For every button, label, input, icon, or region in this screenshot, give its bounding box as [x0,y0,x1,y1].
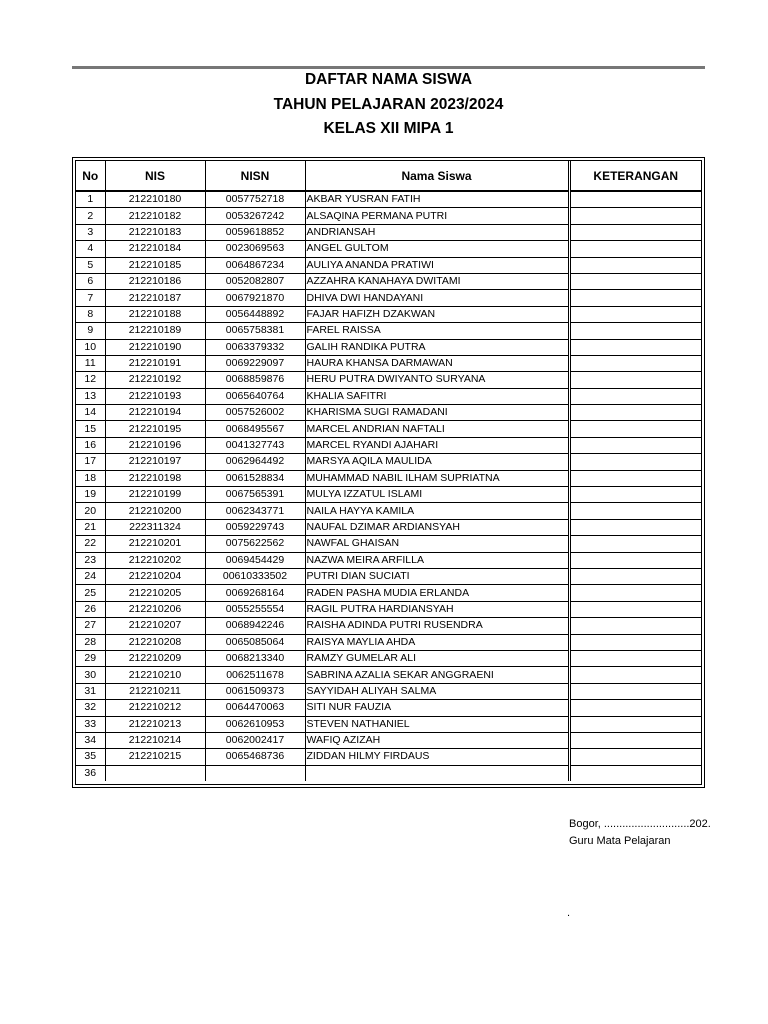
cell-nisn: 0053267242 [205,208,305,224]
cell-keterangan [569,683,701,699]
top-rule [72,66,705,69]
cell-nama: ANDRIANSAH [305,224,569,240]
cell-keterangan [569,536,701,552]
cell-keterangan [569,241,701,257]
cell-nama: NAWFAL GHAISAN [305,536,569,552]
cell-no: 16 [76,437,105,453]
table-row [76,552,701,568]
cell-no: 7 [76,290,105,306]
cell-nisn: 0062964492 [205,454,305,470]
cell-no: 33 [76,716,105,732]
cell-nis [105,765,205,781]
cell-no: 36 [76,765,105,781]
cell-nis: 212210210 [105,667,205,683]
cell-nama: FAJAR HAFIZH DZAKWAN [305,306,569,322]
table-row [76,585,701,601]
cell-keterangan [569,716,701,732]
cell-no: 30 [76,667,105,683]
cell-nis: 212210214 [105,732,205,748]
cell-nis: 212210208 [105,634,205,650]
table-body [76,191,701,781]
table-row [76,716,701,732]
cell-nis: 222311324 [105,519,205,535]
cell-no: 28 [76,634,105,650]
cell-nisn: 0065758381 [205,323,305,339]
cell-nisn: 0068942246 [205,618,305,634]
cell-nisn: 0059618852 [205,224,305,240]
cell-keterangan [569,667,701,683]
table-row [76,487,701,503]
cell-keterangan [569,618,701,634]
cell-nis: 212210182 [105,208,205,224]
cell-no: 3 [76,224,105,240]
cell-nisn: 0061509373 [205,683,305,699]
cell-no: 2 [76,208,105,224]
cell-nis: 212210189 [105,323,205,339]
student-table-inner [75,160,702,785]
cell-nis: 212210197 [105,454,205,470]
cell-keterangan [569,421,701,437]
table-row [76,421,701,437]
cell-nama: FAREL RAISSA [305,323,569,339]
cell-nama: MULYA IZZATUL ISLAMI [305,487,569,503]
cell-keterangan [569,519,701,535]
signature-placeholder: . [567,907,571,919]
cell-keterangan [569,306,701,322]
table-row [76,732,701,748]
cell-nama: ANGEL GULTOM [305,241,569,257]
cell-no: 1 [76,191,105,208]
cell-keterangan [569,339,701,355]
table-row [76,503,701,519]
cell-keterangan [569,257,701,273]
table-row [76,519,701,535]
table-row [76,191,701,208]
cell-nis: 212210211 [105,683,205,699]
cell-no: 35 [76,749,105,765]
cell-keterangan [569,208,701,224]
cell-keterangan [569,405,701,421]
cell-nama: RAMZY GUMELAR ALI [305,650,569,666]
cell-nis: 212210200 [105,503,205,519]
cell-keterangan [569,454,701,470]
cell-keterangan [569,437,701,453]
cell-no: 4 [76,241,105,257]
cell-nis: 212210185 [105,257,205,273]
cell-nama: WAFIQ AZIZAH [305,732,569,748]
cell-nama: HERU PUTRA DWIYANTO SURYANA [305,372,569,388]
cell-no: 29 [76,650,105,666]
cell-keterangan [569,273,701,289]
cell-nama: MARSYA AQILA MAULIDA [305,454,569,470]
cell-nama: NAILA HAYYA KAMILA [305,503,569,519]
cell-keterangan [569,650,701,666]
table-row [76,339,701,355]
cell-keterangan [569,355,701,371]
table-row [76,388,701,404]
table-header-row [76,161,701,191]
cell-nisn: 0052082807 [205,273,305,289]
cell-keterangan [569,552,701,568]
cell-nisn: 0067921870 [205,290,305,306]
cell-nis: 212210215 [105,749,205,765]
cell-keterangan [569,372,701,388]
cell-nisn: 0064470063 [205,700,305,716]
cell-keterangan [569,601,701,617]
cell-keterangan [569,568,701,584]
cell-nama: NAUFAL DZIMAR ARDIANSYAH [305,519,569,535]
student-table [72,157,705,788]
cell-no: 34 [76,732,105,748]
cell-nis: 212210201 [105,536,205,552]
cell-nama: DHIVA DWI HANDAYANI [305,290,569,306]
table-row [76,306,701,322]
table-row [76,667,701,683]
table-row [76,765,701,781]
table-row [76,372,701,388]
table-row [76,405,701,421]
cell-nis: 212210194 [105,405,205,421]
cell-nama: SITI NUR FAUZIA [305,700,569,716]
cell-nama: GALIH RANDIKA PUTRA [305,339,569,355]
cell-nama [305,765,569,781]
cell-nama: HAURA KHANSA DARMAWAN [305,355,569,371]
cell-nisn: 0062511678 [205,667,305,683]
cell-keterangan [569,470,701,486]
cell-keterangan [569,290,701,306]
table-row [76,273,701,289]
cell-nis: 212210207 [105,618,205,634]
table-row [76,618,701,634]
cell-nis: 212210184 [105,241,205,257]
table-row [76,224,701,240]
column-header-no: No [76,161,105,191]
cell-no: 26 [76,601,105,617]
cell-nisn: 0068213340 [205,650,305,666]
cell-nisn: 0057526002 [205,405,305,421]
cell-no: 11 [76,355,105,371]
cell-nama: RADEN PASHA MUDIA ERLANDA [305,585,569,601]
cell-nis: 212210206 [105,601,205,617]
cell-nisn: 0069454429 [205,552,305,568]
signatory-role: Guru Mata Pelajaran [569,835,671,847]
cell-no: 12 [76,372,105,388]
cell-no: 6 [76,273,105,289]
cell-nisn: 0056448892 [205,306,305,322]
cell-nis: 212210186 [105,273,205,289]
cell-nisn: 0064867234 [205,257,305,273]
table-row [76,208,701,224]
cell-nis: 212210191 [105,355,205,371]
cell-nama: KHALIA SAFITRI [305,388,569,404]
table-row [76,257,701,273]
cell-nama: RAGIL PUTRA HARDIANSYAH [305,601,569,617]
cell-keterangan [569,765,701,781]
cell-nis: 212210188 [105,306,205,322]
cell-no: 13 [76,388,105,404]
cell-nisn: 0069268164 [205,585,305,601]
cell-nisn: 0065640764 [205,388,305,404]
cell-no: 18 [76,470,105,486]
table-row [76,454,701,470]
cell-no: 27 [76,618,105,634]
table-row [76,601,701,617]
cell-nisn: 0055255554 [205,601,305,617]
cell-keterangan [569,224,701,240]
cell-nama: RAISHA ADINDA PUTRI RUSENDRA [305,618,569,634]
cell-no: 32 [76,700,105,716]
cell-no: 21 [76,519,105,535]
cell-nama: MUHAMMAD NABIL ILHAM SUPRIATNA [305,470,569,486]
table-row [76,241,701,257]
cell-nama: STEVEN NATHANIEL [305,716,569,732]
cell-nisn: 0041327743 [205,437,305,453]
cell-nisn: 0069229097 [205,355,305,371]
cell-nisn: 0023069563 [205,241,305,257]
table-row [76,470,701,486]
column-header-nama: Nama Siswa [305,161,569,191]
cell-nisn: 0068495567 [205,421,305,437]
table-row [76,650,701,666]
cell-keterangan [569,585,701,601]
cell-nisn: 0075622562 [205,536,305,552]
table-row [76,290,701,306]
cell-no: 8 [76,306,105,322]
cell-nis: 212210192 [105,372,205,388]
cell-nisn: 0057752718 [205,191,305,208]
cell-nama: NAZWA MEIRA ARFILLA [305,552,569,568]
cell-nisn: 0067565391 [205,487,305,503]
cell-nis: 212210187 [105,290,205,306]
cell-nama: PUTRI DIAN SUCIATI [305,568,569,584]
document-title: DAFTAR NAMA SISWA [304,71,473,88]
student-table-grid [76,161,701,781]
cell-nisn: 0059229743 [205,519,305,535]
cell-nisn [205,765,305,781]
cell-no: 23 [76,552,105,568]
table-row [76,355,701,371]
cell-nama: RAISYA MAYLIA AHDA [305,634,569,650]
cell-nis: 212210196 [105,437,205,453]
cell-keterangan [569,323,701,339]
cell-nama: AULIYA ANANDA PRATIWI [305,257,569,273]
cell-no: 15 [76,421,105,437]
cell-nisn: 0065085064 [205,634,305,650]
cell-nama: MARCEL RYANDI AJAHARI [305,437,569,453]
cell-no: 10 [76,339,105,355]
cell-nis: 212210199 [105,487,205,503]
cell-keterangan [569,749,701,765]
cell-nis: 212210195 [105,421,205,437]
cell-nisn: 0063379332 [205,339,305,355]
cell-nis: 212210183 [105,224,205,240]
cell-nis: 212210209 [105,650,205,666]
cell-no: 17 [76,454,105,470]
cell-nama: AZZAHRA KANAHAYA DWITAMI [305,273,569,289]
cell-keterangan [569,732,701,748]
table-row [76,749,701,765]
cell-nama: SABRINA AZALIA SEKAR ANGGRAENI [305,667,569,683]
cell-nis: 212210212 [105,700,205,716]
cell-nama: AKBAR YUSRAN FATIH [305,191,569,208]
cell-nis: 212210198 [105,470,205,486]
class-title: KELAS XII MIPA 1 [323,120,454,137]
cell-no: 20 [76,503,105,519]
cell-nisn: 0068859876 [205,372,305,388]
cell-nisn: 00610333502 [205,568,305,584]
cell-nisn: 0062343771 [205,503,305,519]
cell-nama: ALSAQINA PERMANA PUTRI [305,208,569,224]
cell-keterangan [569,634,701,650]
cell-nisn: 0062610953 [205,716,305,732]
cell-no: 5 [76,257,105,273]
cell-keterangan [569,503,701,519]
table-row [76,700,701,716]
cell-nama: ZIDDAN HILMY FIRDAUS [305,749,569,765]
cell-nis: 212210193 [105,388,205,404]
table-row [76,683,701,699]
cell-nisn: 0065468736 [205,749,305,765]
place-date-line: Bogor, ............................202. [569,818,711,830]
cell-no: 9 [76,323,105,339]
document-subtitle: TAHUN PELAJARAN 2023/2024 [273,96,504,113]
cell-nisn: 0062002417 [205,732,305,748]
cell-nisn: 0061528834 [205,470,305,486]
table-row [76,323,701,339]
cell-nis: 212210213 [105,716,205,732]
cell-nis: 212210204 [105,568,205,584]
table-row [76,568,701,584]
cell-nis: 212210180 [105,191,205,208]
table-row [76,536,701,552]
cell-no: 24 [76,568,105,584]
cell-keterangan [569,487,701,503]
cell-no: 14 [76,405,105,421]
cell-nis: 212210190 [105,339,205,355]
cell-nis: 212210202 [105,552,205,568]
cell-no: 25 [76,585,105,601]
cell-no: 19 [76,487,105,503]
column-header-nisn: NISN [205,161,305,191]
column-header-keterangan: KETERANGAN [569,161,701,191]
cell-keterangan [569,700,701,716]
cell-no: 22 [76,536,105,552]
table-row [76,437,701,453]
cell-keterangan [569,191,701,208]
cell-nama: MARCEL ANDRIAN NAFTALI [305,421,569,437]
cell-no: 31 [76,683,105,699]
cell-nama: KHARISMA SUGI RAMADANI [305,405,569,421]
cell-nama: SAYYIDAH ALIYAH SALMA [305,683,569,699]
cell-nis: 212210205 [105,585,205,601]
column-header-nis: NIS [105,161,205,191]
cell-keterangan [569,388,701,404]
table-row [76,634,701,650]
